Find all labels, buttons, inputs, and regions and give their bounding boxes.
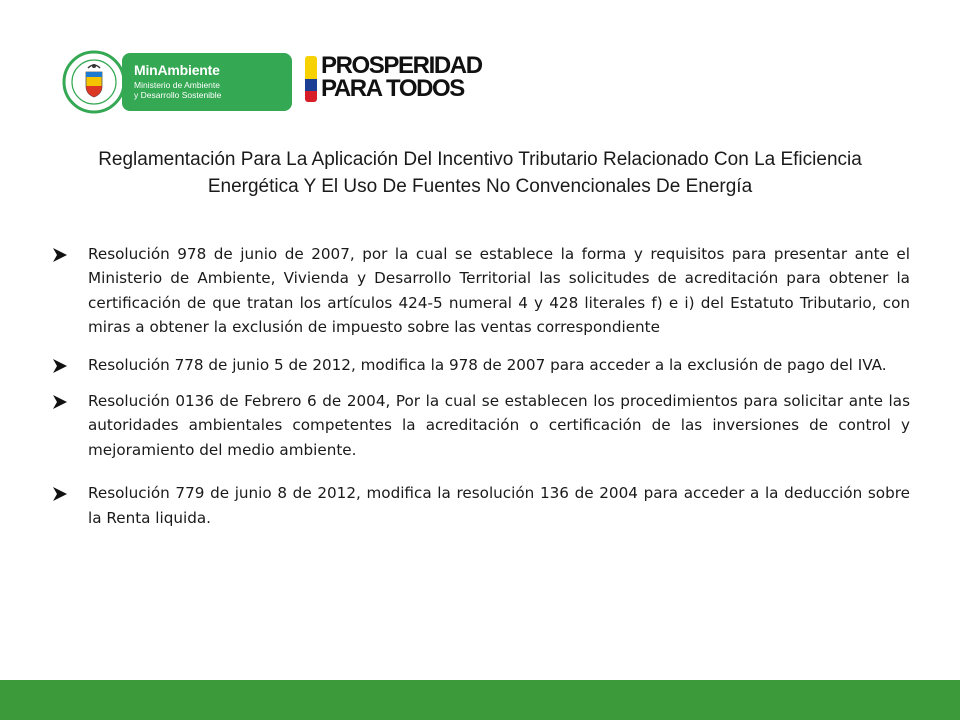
arrow-bullet-icon [52, 358, 68, 374]
ministry-line-1: Ministerio de Ambiente [134, 80, 220, 90]
list-item [52, 242, 910, 340]
minambiente-logo [122, 53, 292, 111]
arrow-bullet-icon [52, 247, 68, 263]
arrow-bullet-icon [52, 394, 68, 410]
resolution-list [52, 242, 910, 530]
slogan-line-1: PROSPERIDAD [321, 52, 482, 79]
footer-bar [0, 680, 960, 720]
slogan-line-2: PARA TODOS [321, 75, 464, 102]
list-item [52, 353, 910, 377]
bullet-text: Resolución 978 de junio de 2007, por la cual se establece la forma y requisitos para presentar ante el Ministerio de Ambiente, Vivienda y Desarrollo Territorial las solicitudes de acreditación para obtener la certificación de que tratan los artículos 424-5 numeral 4 y 428 literales f) e i) del Estatuto Tributario, con miras a obtener la exclusión de impuesto sobre las ventas correspondiente [88, 245, 910, 337]
page-title: Reglamentación Para La Aplicación Del Incentivo Tributario Relacionado Con La Eficiencia Energética Y El Uso De Fuentes No Convencionales De Energía [98, 149, 862, 197]
bullet-text: Resolución 0136 de Febrero 6 de 2004, Por la cual se establecen los procedimientos para solicitar ante las autoridades ambientales competentes la acreditación o certificación de las inversiones de control y mejoramiento del medio ambiente. [88, 392, 910, 459]
list-item [52, 389, 910, 462]
ministry-line-2: y Desarrollo Sostenible [134, 90, 222, 100]
colombia-seal-logo [62, 50, 126, 114]
flag-stripe-icon [305, 56, 317, 102]
ministry-subtitle [134, 80, 221, 100]
arrow-bullet-icon [52, 486, 68, 502]
bullet-text: Resolución 779 de junio 8 de 2012, modifica la resolución 136 de 2004 para acceder a la deducción sobre la Renta liquida. [88, 484, 910, 527]
bullet-text: Resolución 778 de junio 5 de 2012, modifica la 978 de 2007 para acceder a la exclusión de pago del IVA. [88, 355, 887, 374]
ministry-brand: MinAmbiente [134, 62, 220, 78]
list-item [52, 481, 910, 530]
